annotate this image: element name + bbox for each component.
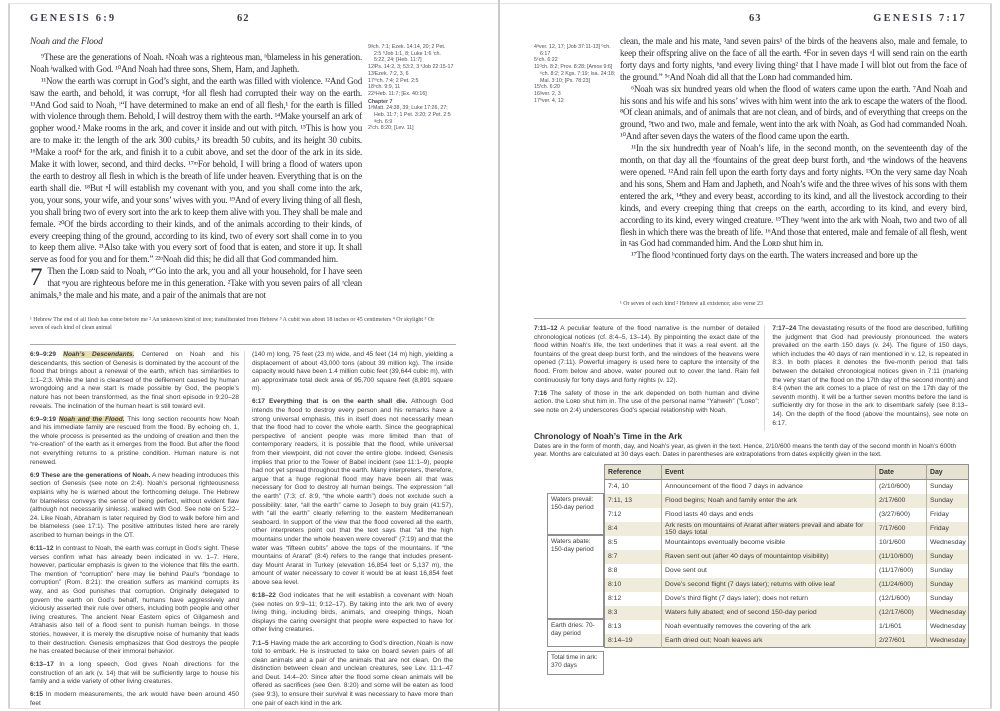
group-label-earth-dries: Earth dries: 70-day period (547, 619, 604, 647)
table-row: 7:12 Flood lasts 40 days and ends (3/27/600) Friday (605, 508, 969, 522)
notes-divider-right (534, 318, 966, 319)
study-note: 7:16 The safety of those in the ark depended on both human and divine action. the Lᴏʀᴅ shut him in. The use of the personal name “Yahweh” (“Lᴏʀᴅ”; see note on 2:4) underscores God’s special relationship with Noah. (534, 389, 760, 414)
study-notes-column-1 (30, 351, 239, 709)
column-header-day: Day (927, 465, 969, 480)
cross-reference: 11ᵈch. 8:2; Prov. 8:28; [Amos 9:6] ᵉch. 8:2; 2 Kgs. 7:19; Isa. 24:18; Mal. 3:10; [Ps. 78:23] (534, 64, 616, 84)
chapter-paragraph (30, 266, 362, 302)
column-header-event: Event (662, 465, 876, 480)
study-note: 6:15 In modern measurements, the ark would have been around 450 feet (30, 691, 239, 708)
table-header-row (605, 465, 969, 480)
cross-reference: 17ᵐch. 7:4; 2 Pet. 2:5 (368, 77, 419, 84)
verse-paragraph: ¹¹In the six hundredth year of Noah’s life, in the second month, on the seventeenth day of the month, on that day all the ᵈfountains of the great deep burst forth, and ᵉthe windows of the heavens were opened. ¹²And rain fell upon the earth forty days and forty nights. ¹³On the very same day Noah and his sons, Shem and Ham and Japheth, and Noah’s wife and the three wives of his sons with them entered the ark, ¹⁴they and every beast, according to its kind, and all the livestock according to their kinds, and every creeping thing that creeps on the earth, according to its kind, and every bird, according to its kind, every winged creature. ¹⁵They ᶠwent into the ark with Noah, two and two of all flesh in which there was the breath of life. ¹⁶And those that entered, male and female of all flesh, went in ᵍas God had commanded him. And the Lᴏʀᴅ shut him in. (620, 143, 967, 249)
bible-text-right (620, 36, 967, 298)
cross-references-right (534, 44, 616, 104)
cross-reference: 5ᶜch. 6:22 (534, 57, 558, 64)
study-notes-right (534, 325, 968, 431)
cross-reference: 15ᶠch. 6:20 (534, 84, 560, 91)
table-row: 8:3 Waters fully abated; end of second 150-day period (12/17/600) Wednesday (605, 606, 969, 620)
cross-reference: 18ⁿch. 9:9, 11 (368, 84, 401, 91)
table-row: 8:4 Ark rests on mountains of Ararat after waters prevail and abate for 150 days total 7/17/600 Friday (605, 522, 969, 536)
table-row: 8:14–19 Earth dried out; Noah leaves ark 2/27/601 Wednesday (605, 634, 969, 648)
right-page (501, 0, 991, 711)
study-note: 6:9–9:29 Noah’s Descendants. Centered on Noah and his descendants, this section of Genesis is dominated by the account of the flood that brings about a renewal of the earth, which has similarities to 1:1–2:3. While the land is cleansed of the defilement caused by human wrongdoing and a new start is made possible by God, the people’s nature has not been transformed, as the final short episode in 9:20–28 reveals. The inclination of the human heart is still toward evil. (30, 351, 239, 410)
cross-reference: 13ˡEzek. 7:2, 3, 6 (368, 70, 409, 77)
verse-paragraph: ⁶Noah was six hundred years old when the flood of waters came upon the earth. ⁷And Noah and his sons and his wife and his sons’ wives with him went into the ark to escape the waters of the flood. ⁸Of clean animals, and of animals that are not clean, and of birds, and of everything that creeps on the ground, ⁹two and two, male and female, went into the ark with Noah, as God had commanded Noah. ¹⁰And after seven days the waters of the flood came upon the earth. (620, 83, 967, 142)
table-row: 8:7 Raven sent out (after 40 days of mountaintop visibility) (11/10/600) Sunday (605, 550, 969, 564)
study-note: 6:18–22 God indicates that he will establish a covenant with Noah (see notes on 9:9–11; 9:12–17). By taking into the ark two of every living thing, including birds, animals, and creeping things, Noah displays the caring oversight that people were expected to have for other living creatures. (252, 592, 453, 634)
cross-references-left (368, 44, 454, 132)
cross-reference: 17ʰver. 4, 12 (534, 97, 564, 104)
cross-reference: 9ᵍch. 7:1; Ezek. 14:14, 20; 2 Pet. 2:5 ʰJob 1:1, 8; Luke 1:6 ⁱch. 5:22, 24; [Heb. 11:7] (368, 44, 446, 64)
column-header-reference: Reference (605, 465, 662, 480)
table-row: 8:8 Dove sent out (11/17/600) Sunday (605, 564, 969, 578)
verse-text: Then the Lᴏʀᴅ said to Noah, ᵖ“Go into the ark, you and all your household, for I have seen that ᵠyou are righteous before me in this generation. ²Take with you seven pairs of all ʳclean animals,⁵ the male and his mate, and a pair of the animals that are not (30, 266, 362, 301)
running-head-left: GENESIS 6:9 (30, 13, 117, 24)
translation-footnotes-right: ¹ Or seven of each kind ² Hebrew all existence; also verse 23 (620, 301, 763, 307)
cross-reference: 2ʳch. 8:20; [Lev. 11] (368, 125, 414, 132)
study-note: 7:17–24 The devastating results of the flood are described, fulfilling the judgment that God had previously pronounced. the waters prevailed on the earth 150 days (v. 24). The figure of 150 days, which includes the 40 days of rain mentioned in v. 12, is repeated in 8:3. In both places it denotes the five-month period that falls between the detailed chronological notices given in 7:11 (marking the very start of the flood on the 17th day of the second month) and 8:4 (when the ark comes to a place of rest on the 17th day of the seventh month). It will be a further seven months before the land is sufficiently dry for those in the ark to disembark safely (see 8:13–14). On the depth of the flood (above the mountains), see note on 6:17. (772, 325, 968, 427)
study-notes-column-2 (244, 351, 453, 709)
table-row: 7:11, 13 Flood begins; Noah and family enter the ark 2/17/600 Sunday (605, 494, 969, 508)
study-note: 6:13–17 In a long speech, God gives Noah directions for the construction of an ark (v. 14) that will be sufficiently large to house his family and a wide variety of other living creatures. (30, 661, 239, 686)
page-number-left: 62 (237, 13, 250, 24)
section-heading: Noah and the Flood (30, 37, 103, 47)
translation-footnotes-left: ¹ Hebrew The end of all flesh has come before me ² An unknown kind of tree; transliterated from Hebrew ³ A cubit was about 18 inches or 45 centimeters ⁴ Or skylight ⁵ Or seven of each kind of clean animal (30, 317, 435, 331)
group-label-waters-abate: Waters abate: 150-day period (547, 535, 604, 619)
study-note: 6:9 These are the generations of Noah. A new heading introduces this section of Genesis (see note on 2:4). Noah’s personal righteousness explains why he is warned about the forthcoming deluge. The Hebrew for blameless conveys the sense of being perfect, without evident flaw (although not necessarily sinless). walked with God. See note on 5:22–24. Like Noah, Abraham is later required by God to walk before him and be blameless (see 17:1). The positive attributes listed here are rarely ascribed to human beings in the OT. (30, 471, 239, 539)
left-page (9, 0, 499, 711)
study-note: 6:11–12 In contrast to Noah, the earth was corrupt in God’s sight. These verses confirm what has already been indicated in vv. 1–7. Here, however, particular emphasis is given to the violence that fills the earth. The mention of “corruption” here may lie behind Paul’s “bondage to corruption” (Rom. 8:21): the creation suffers as mankind corrupts its way, and as God punishes that corruption. Originally delegated to govern the earth on God’s behalf, humans have aggressively and viciously asserted their rule over others, including both people and other living creatures. The ancient Near Eastern epics of Gilgamesh and Atrahasis also tell of a flood sent to punish human beings. In those stories, however, it is merely the disruptive noise of humanity that leads to their destruction. Genesis emphasizes that God destroys the people he has created because of their immoral behavior. (30, 544, 239, 656)
page-number-right: 63 (749, 13, 762, 24)
column-header-date: Date (876, 465, 927, 480)
verse-paragraph: clean, the male and his mate, ³and seven pairs¹ of the birds of the heavens also, male and female, to keep their offspring alive on the face of all the earth. ⁴For in seven days ᵃI will send rain on the earth forty days and forty nights, ᵇand every living thing² that I have made I will blot out from the face of the ground.” ⁵ᶜAnd Noah did all that the Lᴏʀᴅ had commanded him. (620, 36, 967, 82)
cross-reference: 22ᵒHeb. 11:7; [Ex. 40:16] (368, 90, 427, 97)
verse-paragraph: ¹¹Now the earth was corrupt in God’s sight, and the earth was filled with violence. ¹²And God ʲsaw the earth, and behold, it was corrupt, ᵏfor all flesh had corrupted their way on the earth. ¹³And God said to Noah, ˡ“I have determined to make an end of all flesh,¹ for the earth is filled with violence through them. Behold, I will destroy them with the earth. ¹⁴Make yourself an ark of gopher wood.² Make rooms in the ark, and cover it inside and out with pitch. ¹⁵This is how you are to make it: the length of the ark 300 cubits,³ its breadth 50 cubits, and its height 30 cubits. ¹⁶Make a roof⁴ for the ark, and finish it to a cubit above, and set the door of the ark in its side. Make it with lower, second, and third decks. ¹⁷ᵐFor behold, I will bring a flood of waters upon the earth to destroy all flesh in which is the breath of life under heaven. Everything that is on the earth shall die. ¹⁸But ⁿI will establish my covenant with you, and you shall come into the ark, you, your sons, your wife, and your sons’ wives with you. ¹⁹And of every living thing of all flesh, you shall bring two of every sort into the ark to keep them alive with you. They shall be male and female. ²⁰Of the birds according to their kinds, and of the animals according to their kinds, of every creeping thing of the ground, according to its kind, two of every sort shall come in to you to keep them alive. ²¹Also take with you every sort of food that is eaten, and store it up. It shall serve as food for you and for them.” ²²ᵒNoah did this; he did all that God commanded him. (30, 75, 362, 265)
table-row: 7:4, 10 Announcement of the flood 7 days in advance (2/10/600) Sunday (605, 480, 969, 494)
notes-divider-left (30, 344, 456, 345)
cross-reference: 4ᵃver. 12, 17; [Job 37:11-13] ᵇch. 6:17 (534, 44, 611, 57)
chronology-table-area (534, 464, 968, 679)
study-note-continuation: (140 m) long, 75 feet (23 m) wide, and 45 feet (14 m) high, yielding a displacement of about 43,000 tons (about 39 million kg). The inside capacity would have been 1.4 million cubic feet (39,644 cubic m), with an approximate total deck area of 95,700 square feet (8,891 square m). (252, 351, 453, 393)
chronology-title: Chronology of Noah’s Time in the Ark (534, 431, 683, 441)
table-row: 8:13 Noah eventually removes the covering of the ark 1/1/601 Wednesday (605, 620, 969, 634)
chronology-table (604, 464, 969, 648)
cross-reference: 12ʲPs. 14:2, 3; 53:2, 3 ᵏJob 22:15-17 (368, 64, 454, 71)
study-notes-left (30, 351, 458, 709)
table-row: 8:5 Mountaintops eventually become visible 10/1/600 Wednesday (605, 536, 969, 550)
group-label-total-time: Total time in ark: 370 days (547, 651, 604, 675)
study-note: 6:17 Everything that is on the earth shall die. Although God intends the flood to destroy every person and his remarks have a strong universal emphasis, this in itself does not necessarily mean that the flood had to cover the whole earth. Since the geographical perspective of ancient people was more limited than that of contemporary readers, it is possible that the flood, while universal from their viewpoint, did not cover the entire globe. Indeed, Genesis implies that prior to the Tower of Babel incident (see 11:1–9), people had not yet spread throughout the earth. Many interpreters, therefore, argue that a huge regional flood may have been all that was necessary for God to destroy all human beings. The expression “all the earth” (7:3; cf. 8:9, “the whole earth”) does not exclude such a possibility: later, “all the earth” came to Joseph to buy grain (41:57), with “all the earth” clearly referring to the eastern Mediterranean seaboard. In support of the view that the flood covered all the earth, other interpreters point out that the text says that “all the high mountains under the whole heaven were covered” (7:19) and that the water was “fifteen cubits” above the tops of the mountains. If “the mountains of Ararat” (8:4) refers to the range that includes present-day Mount Ararat in Turkey (elevation 16,854 feet or 5,137 m), the amount of water necessary to cover it would be at least 16,854 feet above sea level. (252, 398, 453, 586)
running-head-right: GENESIS 7:17 (873, 13, 967, 24)
bible-text-left (30, 36, 362, 314)
cross-reference: 1ᵖMatt. 24:38, 39; Luke 17:26, 27; Heb. 11:7; 1 Pet. 3:20; 2 Pet. 2:5 ᵠch. 6:9 (368, 105, 451, 125)
chapter-number-dropcap: 7 (30, 264, 43, 292)
verse-paragraph: ¹⁷The flood ʰcontinued forty days on the earth. The waters increased and bore up the (631, 250, 918, 261)
study-note: 6:9–9:19 Noah and the Flood. This long section recounts how Noah and his immediate family are rescued from the flood. By echoing ch. 1, the whole process is presented as the undoing of creation and then the “re-creation” of the earth as it emerges from the flood. But after the flood not everything returns to a pristine condition. Human nature is not renewed. (30, 415, 240, 466)
study-note: 7:11–12 A peculiar feature of the flood narrative is the number of detailed chronological notices (cf. 8:4–5, 13–14). By pinpointing the exact date of the flood within Noah’s life, the text underlines that it was a real event. all the fountains of the great deep burst forth, and the windows of the heavens were opened (7:11). Powerful imagery is used here to capture the intensity of the flood. From below and above, water poured out to cover the land. Rain fell continuously for forty days and forty nights (v. 12). (534, 325, 760, 384)
group-label-waters-prevail: Waters prevail: 150-day period (547, 493, 604, 535)
table-row: 8:12 Dove’s third flight (7 days later); does not return (12/1/600) Sunday (605, 592, 969, 606)
table-row: 8:10 Dove’s second flight (7 days later); returns with olive leaf (11/24/600) Sunday (605, 578, 969, 592)
study-notes-column-1 (534, 325, 759, 431)
study-note: 7:1–5 Having made the ark according to God’s direction, Noah is now told to embark. He is instructed to take on board seven pairs of all clean animals and a pair of the animals that are not clean. On the distinction between clean and unclean creatures, see Lev. 11:1–47 and Deut. 14:4–20. Since after the flood some clean animals will be offered as sacrifices (see Gen. 8:20) and some will be eaten as food (see 9:3), to ensure their survival it was necessary to have more than one pair of each kind in the ark. (252, 639, 453, 707)
study-notes-column-2 (764, 325, 968, 431)
chronology-intro: Dates are in the form of month, day, and Noah’s year, as given in the text. Hence, 2/10/600 means the tenth day of the second month in Noah’s 600th year. Months are calculated at 30 days each. Dates in parentheses are extrapolations from dates explicitly given in the text. (534, 443, 957, 458)
cross-reference: 16ᵍver. 2, 3 (534, 90, 561, 97)
cross-reference-chapter-heading: Chapter 7 (368, 98, 393, 105)
chronology-section (534, 431, 968, 679)
verse-paragraph: ⁹These are the generations of Noah. ᵍNoah was a righteous man, ʰblameless in his generation. Noah ⁱwalked with God. ¹⁰And Noah had three sons, Shem, Ham, and Japheth. (30, 51, 362, 74)
